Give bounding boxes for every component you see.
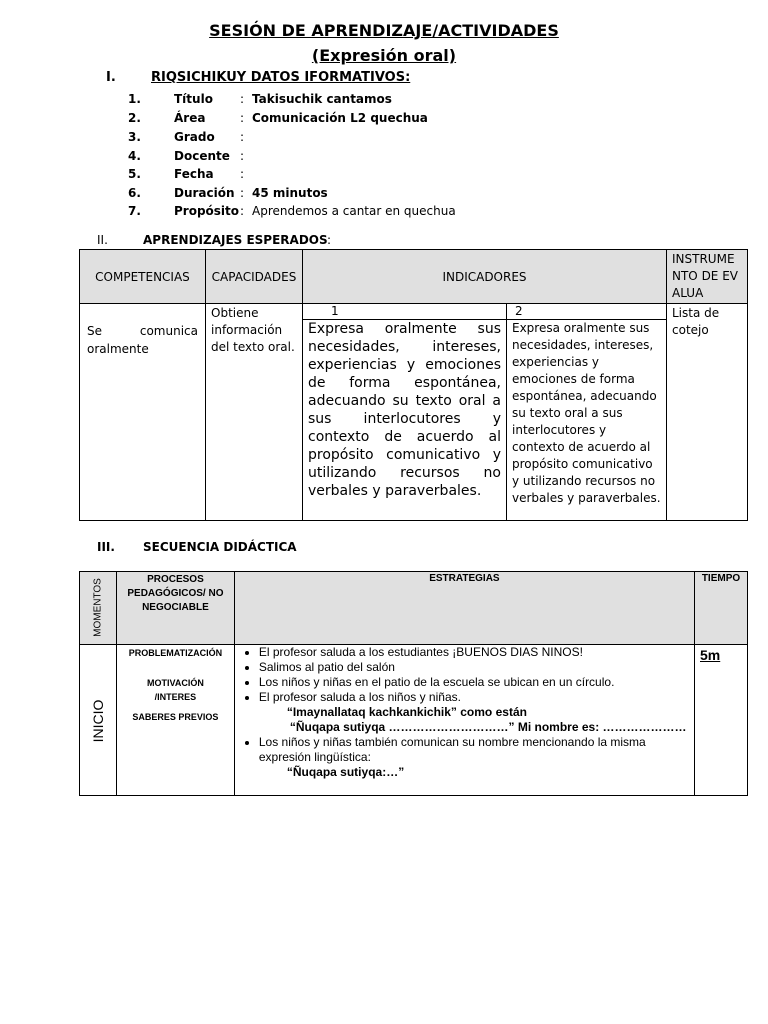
info-item-label: Propósito xyxy=(174,204,240,218)
strategy-expression-2: “Ñuqapa sutiyqa …………………………” Mi nombre es: ………………… xyxy=(289,720,687,734)
header-momentos: MOMENTOS xyxy=(80,572,117,645)
strategy-expression-3: “Ñuqapa sutiyqa:…” xyxy=(286,765,405,779)
cell-procesos xyxy=(117,645,235,796)
info-item-separator: : xyxy=(240,186,245,200)
section2-numeral: II. xyxy=(97,233,108,247)
info-item xyxy=(128,130,528,146)
header-indicadores: INDICADORES xyxy=(303,250,667,304)
info-item-number: 7. xyxy=(128,204,141,218)
info-item-number: 5. xyxy=(128,167,141,181)
proceso-saberes: SABERES PREVIOS xyxy=(132,712,219,722)
info-item-value: Comunicación L2 quechua xyxy=(252,111,428,125)
indicador-sub-2: 2 xyxy=(507,304,667,320)
strategy-item: • El profesor saluda a los estudiantes ¡BUENOS DIAS NINOS! xyxy=(259,645,694,660)
info-item-label: Docente xyxy=(174,149,230,163)
info-item-number: 4. xyxy=(128,149,141,163)
info-item-number: 3. xyxy=(128,130,141,144)
proceso-motivacion: MOTIVACIÓN /INTERES xyxy=(147,678,204,702)
info-item-value: Aprendemos a cantar en quechua xyxy=(252,204,456,218)
info-item-separator: : xyxy=(240,111,245,125)
strategy-item: • Salimos al patio del salón xyxy=(259,660,694,675)
info-item-number: 6. xyxy=(128,186,141,200)
proceso-problematizacion: PROBLEMATIZACIÓN xyxy=(128,648,223,658)
info-item xyxy=(128,167,528,183)
info-item xyxy=(128,204,528,220)
sequence-table xyxy=(79,571,748,796)
info-item-separator: : xyxy=(240,204,245,218)
info-item xyxy=(128,111,528,127)
info-item-number: 1. xyxy=(128,92,141,106)
section1-heading: RIQSICHIKUY DATOS IFORMATIVOS: xyxy=(151,70,411,85)
indicador-sub-1: 1 xyxy=(303,304,507,320)
header-instrumento: INSTRUMENTO DE EVALUA xyxy=(667,250,748,304)
header-procesos: PROCESOS PEDAGÓGICOS/ NO NEGOCIABLE xyxy=(117,572,235,645)
info-item-separator: : xyxy=(240,92,245,106)
info-item xyxy=(128,186,528,202)
page-title: SESIÓN DE APRENDIZAJE/ACTIVIDADES xyxy=(209,21,559,40)
info-item-separator: : xyxy=(240,130,245,144)
info-item-value: Takisuchik cantamos xyxy=(252,92,392,106)
info-item-label: Grado xyxy=(174,130,215,144)
section3-numeral: III. xyxy=(97,540,115,554)
info-item-separator: : xyxy=(240,167,245,181)
header-estrategias: ESTRATEGIAS xyxy=(234,572,694,645)
info-item-number: 2. xyxy=(128,111,141,125)
cell-momento: INICIO xyxy=(80,645,117,796)
header-capacidades: CAPACIDADES xyxy=(206,250,303,304)
cell-competencia: Se comunica oralmente xyxy=(80,304,206,521)
page-subtitle: (Expresión oral) xyxy=(311,46,457,65)
info-item xyxy=(128,92,528,108)
info-item xyxy=(128,149,528,165)
strategy-expression-1: “Imaynallataq kachkankichik” como están xyxy=(286,705,527,719)
info-item-value: 45 minutos xyxy=(252,186,328,200)
strategy-item: • Los niños y niñas en el patio de la escuela se ubican en un círculo. xyxy=(259,675,694,690)
info-item-label: Área xyxy=(174,111,206,125)
cell-indicador-1: Expresa oralmente sus necesidades, intereses, experiencias y emociones de forma espontánea, adecuando su texto oral a sus interlocutores y contexto de acuerdo al propósito comunicativo y utilizando recursos no verbales y paraverbales. xyxy=(303,320,507,521)
info-item-label: Duración xyxy=(174,186,235,200)
learning-table xyxy=(79,249,748,521)
header-tiempo: TIEMPO xyxy=(695,572,748,645)
section2-heading: APRENDIZAJES ESPERADOS xyxy=(143,233,328,247)
strategy-item: • El profesor saluda a los niños y niñas. xyxy=(259,690,694,705)
cell-indicador-2: Expresa oralmente sus necesidades, intereses, experiencias y emociones de forma espontánea, adecuando su texto oral a sus interlocutores y contexto de acuerdo al propósito comunicativo y utilizando recursos no verbales y paraverbales. xyxy=(507,320,667,521)
cell-tiempo: 5m xyxy=(695,645,748,796)
cell-estrategias xyxy=(234,645,694,796)
section2-colon: : xyxy=(327,233,332,247)
info-item-separator: : xyxy=(240,149,245,163)
info-item-label: Fecha xyxy=(174,167,214,181)
strategy-item: • Los niños y niñas también comunican su nombre mencionando la misma expresión lingüística: xyxy=(259,735,690,765)
header-competencias: COMPETENCIAS xyxy=(80,250,206,304)
section1-numeral: I. xyxy=(106,70,116,85)
section3-heading: SECUENCIA DIDÁCTICA xyxy=(143,540,297,554)
cell-instrumento: Lista de cotejo xyxy=(667,304,748,521)
info-item-label: Título xyxy=(174,92,213,106)
cell-capacidad: Obtiene información del texto oral. xyxy=(206,304,303,521)
